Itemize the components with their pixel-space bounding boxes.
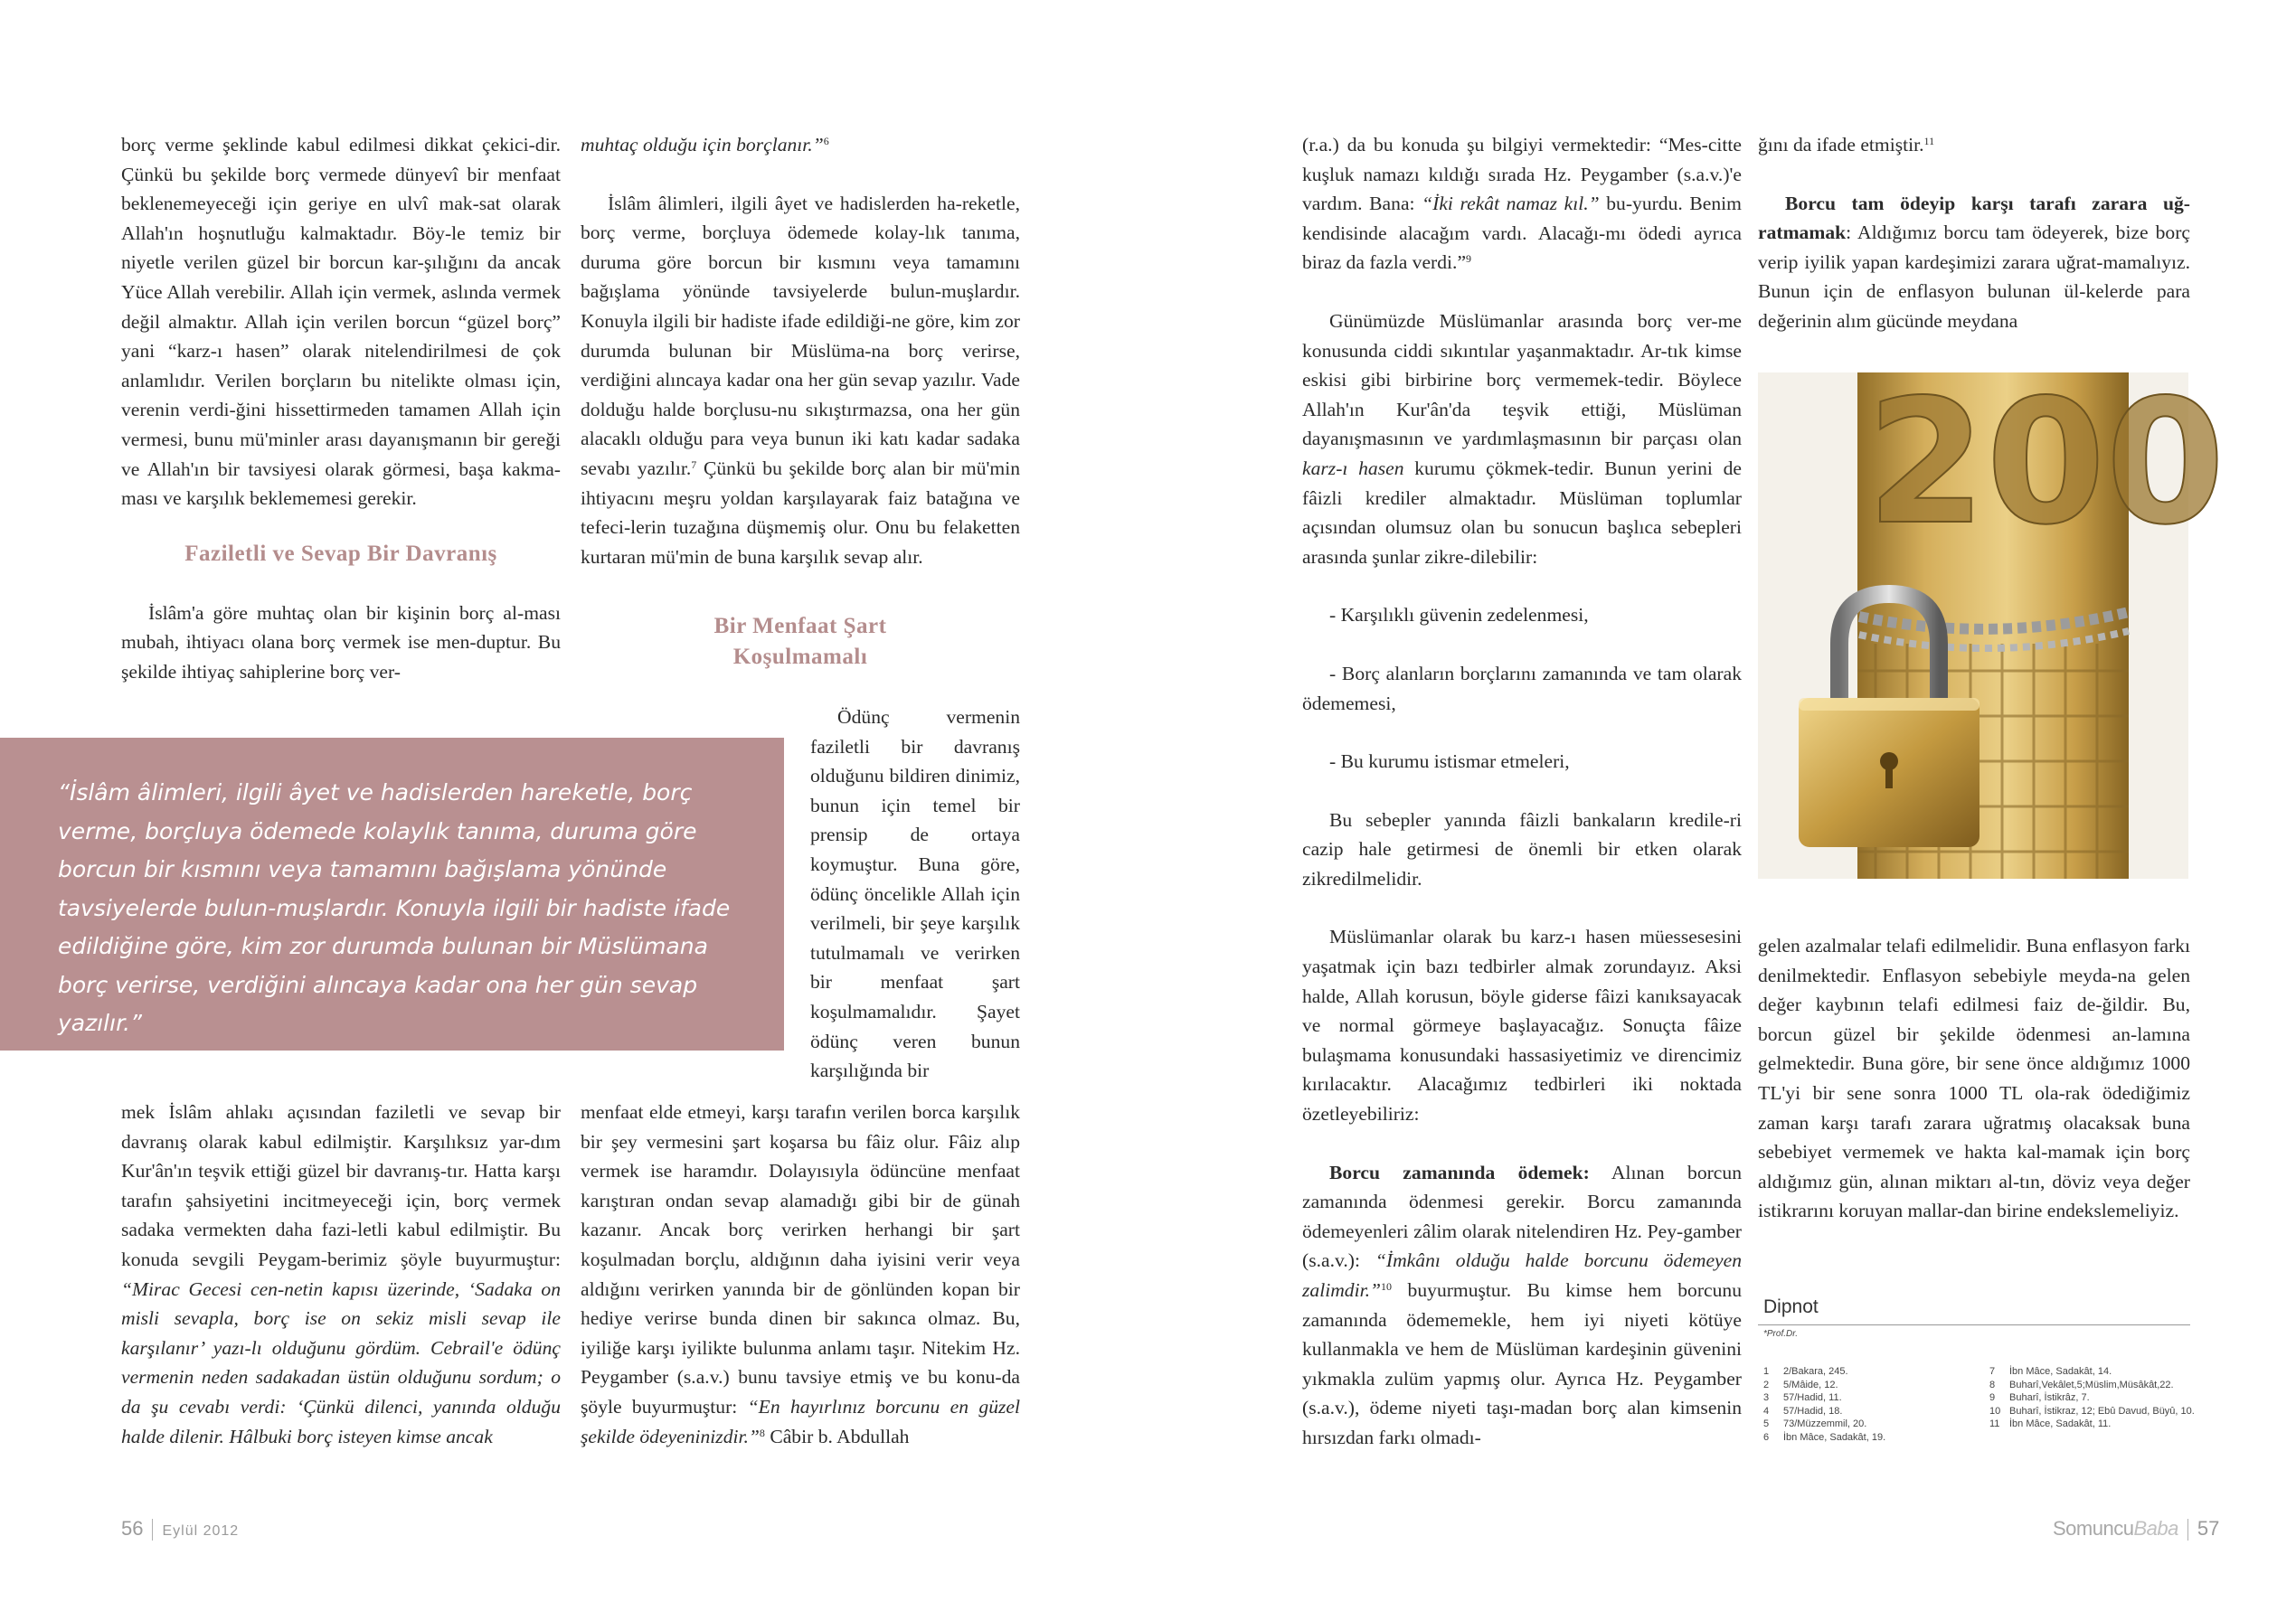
column-2-narrow	[810, 702, 1020, 1086]
paragraph	[1302, 130, 1742, 278]
footnote-number: 1	[1763, 1366, 1770, 1377]
money-padlock-photo	[1758, 363, 2225, 879]
folio-right	[2053, 1517, 2219, 1541]
quote-run: “İki rekât namaz kıl.”	[1422, 193, 1600, 215]
text-run: ğını da ifade etmiştir.	[1758, 134, 1924, 155]
footnote-item	[1763, 1365, 1973, 1379]
column-2-bottom	[581, 1098, 1020, 1451]
quote-run: “Mirac Gecesi cen-netin kapısı üzerinde, ‘Sadaka on misli sevapla, borç ise on sekiz misli sevap ile karşılanır’ yazı-lı olduğunu gördüm. Cebrail'e ödünç vermenin neden sadakadan üstün olduğunu sordum; o da şu cevabı verdi: ‘Çünkü dilenci, yanında olduğu halde dilenir. Hâlbuki borç isteyen kimse ancak	[121, 1277, 561, 1447]
footnotes-list-left	[1763, 1365, 1973, 1445]
bold-run: Borcu tam ödeyip karşı tarafı zarara uğ-ratmamak	[1758, 192, 2190, 244]
footnote-text: İbn Mâce, Sadakât, 19.	[1783, 1431, 1886, 1443]
column-2-top	[581, 130, 1020, 600]
column-3	[1302, 130, 1742, 1453]
paragraph	[1758, 130, 2190, 160]
page-number: 56	[121, 1517, 144, 1540]
footnote-number: 9	[1989, 1392, 1996, 1404]
paragraph: Ödünç vermenin faziletli bir davranış olduğunu bildiren dinimiz, bunun için temel bir prensip de ortaya koymuştur. Buna göre, ödünç öncelikle Allah için verilmeli, bir şeye karşılık tutulmamalı ve verirken bir menfaat şart koşulmamalıdır. Şayet ödünç veren bunun karşılığında bir	[810, 706, 1020, 1082]
paragraph	[1758, 189, 2190, 336]
footnote-item	[1763, 1391, 1973, 1405]
footnote-item	[1989, 1391, 2199, 1405]
quote-run: “İmkânı olduğu halde borcunu ödemeyen zalimdir.”	[1302, 1249, 1742, 1301]
footnote-number: 5	[1763, 1418, 1770, 1430]
footnote-item	[1989, 1418, 2199, 1431]
paragraph	[581, 1098, 1020, 1451]
paragraph	[1302, 306, 1742, 571]
list-item: - Borç alanların borçlarını zamanında ve tam olarak ödememesi,	[1302, 662, 1742, 714]
footnote-number: 10	[1989, 1405, 2001, 1417]
footnote-text: İbn Mâce, Sadakât, 11.	[2009, 1418, 2112, 1430]
paragraph: İslâm'a göre muhtaç olan bir kişinin borç al-ması mubah, ihtiyacı olana borç vermek ise men-duptur. Bu şekilde ihtiyaç sahiplerine borç ver-	[121, 601, 561, 683]
text-run: Günümüzde Müslümanlar arasında borç ver-me konusunda ciddi sıkıntılar yaşanmaktadır. Ar-tık kimse eskisi gibi birbirine borç vermemek-tedir. Böylece Allah'ın Kur'ân'da teşvik ettiği, Müslüman dayanışmasının ve yardımlaşmasının bir parçası olan	[1302, 309, 1742, 450]
footnotes-list-right	[1989, 1365, 2199, 1431]
paragraph	[1302, 1158, 1742, 1453]
text-run: İslâm âlimleri, ilgili âyet ve hadislerden ha-reketle, borç verme, borçluya ödemede kolay-lık tanıma, duruma göre borcun bir kısmını veya tamamını bağışlama yönünde tavsiyelerde bulun-muşlardır. Konuyla ilgili bir hadiste ifade edildiği-ne göre, kim zor durumda bulunan bir Müslüma-na borç verirse, verdiğini alıncaya kadar ona her gün sevap yazılır. Vade dolduğu halde borçlusu-nu sıkıştırmazsa, ona her gün alacaklı olduğu para veya bunun iki katı kadar sadaka sevabı yazılır.	[581, 192, 1020, 479]
heading-line-1: Bir Menfaat Şart	[713, 614, 887, 638]
footnote-ref: 11	[1923, 135, 1935, 147]
text-run: Çünkü bu şekilde borç alan bir mü'min ihtiyacını meşru yoldan karşılayarak faiz batağına ve tefeci-lerin tuzağına düşmemiş olur. Onu bu felaketten kurtaran mü'min de buna karşılık sevap alır.	[581, 457, 1020, 568]
text-run: kurumu çökmek-tedir. Bunun yerini de fâizli krediler almaktadır. Müslüman toplumlar açısından olumsuz olan bu sonucun başlıca sebepleri arasında şunlar zikre-dilebilir:	[1302, 457, 1742, 568]
footnote-text: 57/Hadid, 18.	[1783, 1405, 1843, 1417]
banknote-numeral: 200	[1866, 363, 2225, 562]
bold-run: Borcu zamanında ödemek:	[1329, 1161, 1590, 1183]
footnote-text: 2/Bakara, 245.	[1783, 1366, 1848, 1377]
page-number: 57	[2197, 1517, 2220, 1540]
footnote-number: 8	[1989, 1379, 1996, 1390]
footnote-text: Buharî,Vekâlet,5;Müslim,Müsâkât,22.	[2009, 1379, 2174, 1390]
brand-part-a: Somuncu	[2053, 1517, 2134, 1540]
column-1-top	[121, 130, 561, 687]
footnote-text: Buharî, İstikraz, 12; Ebû Davud, Büyû, 10.	[2009, 1405, 2195, 1417]
footnote-text: 5/Mâide, 12.	[1783, 1379, 1838, 1390]
list-item: - Bu kurumu istismar etmeleri,	[1329, 750, 1570, 773]
quote-run: muhtaç olduğu için borçlanır.”	[581, 134, 824, 155]
text-run: Câbir b. Abdullah	[764, 1425, 910, 1447]
section-heading-menfaat	[581, 611, 1020, 673]
pull-quote-text: “İslâm âlimleri, ilgili âyet ve hadislerden hareketle, borç verme, borçluya ödemede kolaylık tanıma, duruma göre borcun bir kısmını veya tamamını bağışlama yönünde tavsiyelerde bulun-muşlardır. Konuyla ilgili bir hadiste ifade edildiğine göre, kim zor durumda bulunan bir Müslümana borç verirse, verdiğini alıncaya kadar ona her gün sevap yazılır.”	[58, 779, 731, 1036]
column-1-bottom	[121, 1098, 561, 1451]
footnote-item	[1763, 1431, 1973, 1445]
footnote-item	[1989, 1405, 2199, 1418]
folio-left	[121, 1517, 239, 1541]
text-run: menfaat elde etmeyi, karşı tarafın verilen borca karşılık bir şey vermesini şart koşarsa bu fâiz olur. Fâiz alıp vermek ise haramdır. Dolayısıyla ödüncüne menfaat karıştıran ondan sevap alamadığı gibi bir de günah kazanır. Ancak borç verirken herhangi bir şart koşulmadan borçlu, aldığının daha iyisini verir veya aldığını verirken yanında bir de gönlünden kopan bir hediye verirse bunda dinen bir sakınca olmaz. Bu, iyiliğe karşı iyilikte bulunma anlamı taşır. Nitekim Hz. Peygamber (s.a.v.) bunu tavsiye etmiş ve bu konu-da şöyle buyurmuştur:	[581, 1101, 1020, 1418]
folio-divider	[152, 1519, 153, 1541]
footnote-item	[1763, 1405, 1973, 1418]
footnote-item	[1989, 1379, 2199, 1392]
footnote-text: 57/Hadid, 11.	[1783, 1392, 1842, 1404]
text-run: bu-yurdu. Benim kendisinde alacağım vardı. Alacağı-mı ödedi ayrıca biraz da fazla verdi.”	[1302, 193, 1742, 274]
footnote-number: 6	[1763, 1431, 1770, 1443]
issue-date: Eylül 2012	[162, 1523, 240, 1539]
footnote-number: 11	[1989, 1418, 2000, 1430]
text-run: mek İslâm ahlakı açısından faziletli ve sevap bir davranış olarak kabul edilmiştir. Karşılıksız yar-dım Kur'ân'ın teşvik ettiği güzel bir davranış-tır. Hatta karşı tarafın şahsiyetini incitmeyeceği için, borç vermek sadaka vermekten daha fazi-letli kabul edilmiştir. Bu konuda sevgili Peygam-berimiz şöyle buyurmuştur:	[121, 1101, 561, 1270]
folio-divider	[2187, 1519, 2188, 1541]
footnote-ref: 7	[691, 457, 697, 471]
money-roll-padlock-icon	[1758, 363, 2225, 879]
paragraph: Bu sebepler yanında fâizli bankaların kredile-ri cazip hale getirmesi de önemli bir etken olarak zikredilmelidir.	[1302, 808, 1742, 890]
list-item: - Karşılıklı güvenin zedelenmesi,	[1329, 604, 1589, 627]
footnotes-divider	[1758, 1324, 2190, 1325]
section-heading-faziletli: Faziletli ve Sevap Bir Davranış	[184, 541, 497, 566]
footnote-text: Buharî, İstikrâz, 7.	[2009, 1392, 2090, 1404]
heading-line-2: Koşulmamalı	[732, 645, 868, 669]
footnote-text: İbn Mâce, Sadakât, 14.	[2009, 1366, 2112, 1377]
paragraph: Müslümanlar olarak bu karz-ı hasen müessesesini yaşatmak için bazı tedbirler almak zorundayız. Aksi halde, Allah korusun, böyle giderse fâizi kanıksayacak ve normal görmeye başlayacağız. Sonuçta fâize bulaşmama konusundaki hassasiyetimiz ve direncimiz kırılacaktır. Alacağımız tedbirleri iki noktada özetleyebiliriz:	[1302, 926, 1742, 1126]
footnotes-title: Dipnot	[1763, 1296, 1819, 1317]
paragraph	[121, 1098, 561, 1451]
quote-run: “En hayırlınız borcunu en güzel şekilde ödeyeninizdir.”	[581, 1395, 1020, 1447]
footnote-number: 4	[1763, 1405, 1770, 1417]
footnote-ref: 8	[759, 1426, 765, 1439]
footnote-ref: 10	[1381, 1280, 1393, 1293]
paragraph	[581, 130, 1020, 160]
footnote-number: 2	[1763, 1379, 1770, 1390]
author-note: *Prof.Dr.	[1763, 1329, 1798, 1339]
paragraph: borç verme şeklinde kabul edilmesi dikkat çekici-dir. Çünkü bu şekilde borç vermede dünyevî bir menfaat beklenemeyeceği için geriye en ulvî mak-sat olarak Allah'ın hoşnutluğu kalmaktadır. Böy-le temiz bir niyetle verilen güzel bir borcun kar-şılığını da ancak Yüce Allah verebilir. Allah için vermek, aslında vermek değil almaktır. Allah için verilen borcun “güzel borç” yani “karz-ı hasen” olarak nitelendirilmesi de çok anlamlıdır. Verilen borçların bu nitelikte olması için, verenin verdi-ğini hissettirmeden tamamen Allah için vermesi, bunu mü'minler arası dayanışmanın bir gereği ve Allah'ın bir tavsiyesi olarak görmesi, başa kakma-ması ve karşılık beklememesi gerekir.	[121, 134, 561, 510]
footnote-text: 73/Müzzemmil, 20.	[1783, 1418, 1867, 1430]
text-run: Alınan borcun zamanında ödenmesi gerekir. Borcu zamanında ödemeyenleri zâlim olarak nitelendiren Hz. Pey-gamber (s.a.v.):	[1302, 1161, 1742, 1272]
footnote-number: 7	[1989, 1366, 1996, 1377]
footnote-ref: 6	[823, 135, 829, 147]
footnote-item	[1763, 1379, 1973, 1392]
footnote-item	[1989, 1365, 2199, 1379]
term-run: karz-ı hasen	[1302, 457, 1404, 479]
text-run: buyurmuştur. Bu kimse hem borcunu zamanında ödememekle, hem iyi niyeti kötüye kullanmakla ve hem de Müslüman kardeşinin güvenini yıkmakla zulüm yapmış olur. Ayrıca Hz. Peygamber (s.a.v.), ödeme niyeti taşı-madan borç alan kimsenin hırsızdan farkı olmadı-	[1302, 1279, 1742, 1448]
brand-logo	[2053, 1517, 2178, 1540]
column-4-bottom	[1758, 931, 2190, 1226]
brand-part-b: Baba	[2133, 1517, 2178, 1540]
text-run: (r.a.) da bu konuda şu bilgiyi vermektedir: “Mes-citte kuşluk namazı kıldığı sırada Hz. Peygamber (s.a.v.)'e vardım. Bana:	[1302, 134, 1742, 215]
footnote-ref: 9	[1466, 252, 1472, 266]
footnote-item	[1763, 1418, 1973, 1431]
footnote-number: 3	[1763, 1392, 1770, 1404]
paragraph: gelen azalmalar telafi edilmelidir. Buna enflasyon farkı denilmektedir. Enflasyon sebebiyle meyda-na gelen değer kaybının telafi edilmesi faiz de-ğildir. Bu, borcun güzel bir şekilde ödenmesi an-lamına gelmektedir. Buna göre, bir sene önce aldığımız 1000 TL'yi bir sene sonra 1000 TL ola-rak ödediğimiz zaman karşı tarafı zarara uğratmış olacaksak buna sebebiyet vermemek ve hakta kal-mamak için borç aldığımız gün, alınan miktarı al-tın, döviz veya değer istikrarını koruyan mallar-dan birine endekslemeliyiz.	[1758, 935, 2190, 1222]
paragraph	[581, 189, 1020, 572]
text-run: : Aldığımız borcu tam ödeyerek, bize borç verip iyilik yapan kardeşimizi zarara uğrat-mamalıyız. Bunun için de enflasyon bulunan ül-kelerde para değerinin alım gücünde meydana	[1758, 221, 2190, 332]
pull-quote-box	[0, 738, 784, 1051]
column-4-top	[1758, 130, 2190, 336]
